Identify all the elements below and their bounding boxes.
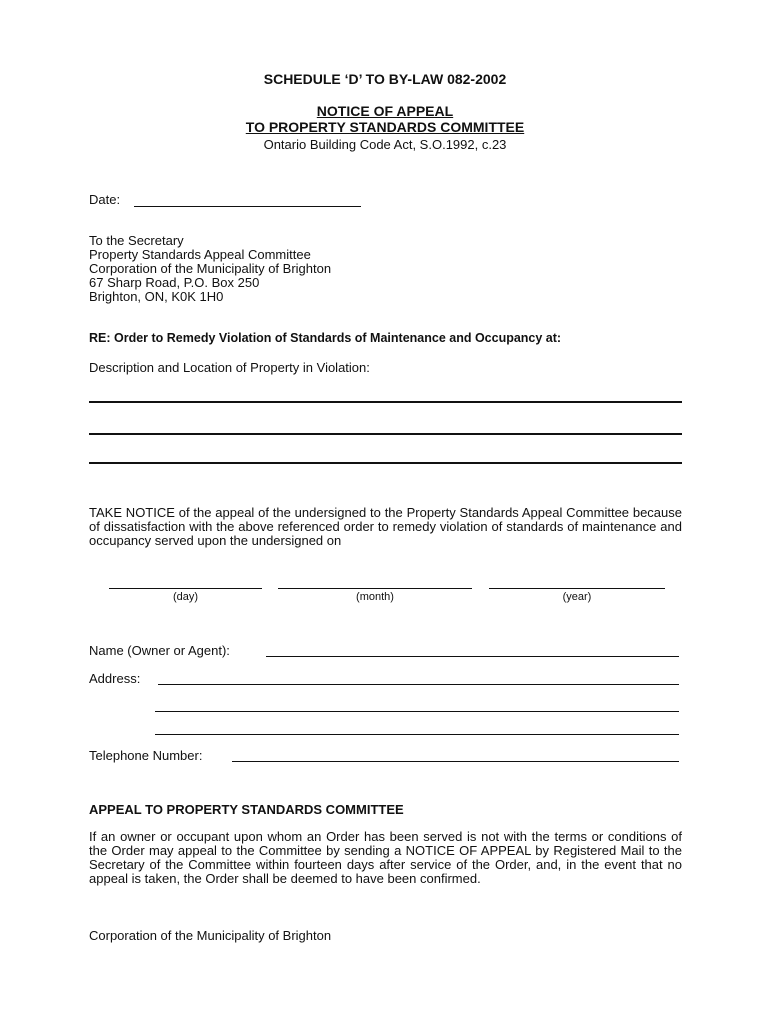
month-caption: (month)	[356, 591, 394, 603]
telephone-label: Telephone Number:	[89, 748, 203, 763]
month-field[interactable]	[278, 588, 472, 589]
address-field-3[interactable]	[155, 734, 679, 735]
act-subtitle: Ontario Building Code Act, S.O.1992, c.23	[263, 137, 507, 152]
day-caption: (day)	[172, 591, 199, 603]
date-label: Date:	[89, 192, 121, 207]
year-caption: (year)	[562, 591, 592, 603]
re-heading: RE: Order to Remedy Violation of Standards of Maintenance and Occupancy at:	[89, 331, 562, 345]
day-field[interactable]	[109, 588, 262, 589]
year-field[interactable]	[489, 588, 665, 589]
address-field-2[interactable]	[155, 711, 679, 712]
name-field[interactable]	[266, 656, 679, 657]
committee-title: TO PROPERTY STANDARDS COMMITTEE	[245, 119, 525, 135]
addressee-line: Corporation of the Municipality of Brighton	[89, 261, 332, 276]
description-label: Description and Location of Property in Violation:	[89, 360, 370, 375]
appeal-paragraph: If an owner or occupant upon whom an Order has been served is not with the terms or conditions of the Order may appeal to the Committee by sending a NOTICE OF APPEAL by Registered Mail to the Secretary of the Committee within fourteen days after service of the Order, and, in the event that no appeal is taken, the Order shall be deemed to have been confirmed.	[89, 829, 682, 886]
addressee-line: To the Secretary	[89, 233, 184, 248]
notice-paragraph: TAKE NOTICE of the appeal of the undersigned to the Property Standards Appeal Committee because of dissatisfaction with the above referenced order to remedy violation of standards of maintenance and occupancy served upon the undersigned on	[89, 505, 682, 548]
description-line-3[interactable]	[89, 462, 682, 464]
schedule-title: SCHEDULE ‘D’ TO BY-LAW 082-2002	[263, 71, 507, 87]
description-line-2[interactable]	[89, 433, 682, 435]
notice-title: NOTICE OF APPEAL	[316, 103, 454, 119]
addressee-line: Brighton, ON, K0K 1H0	[89, 289, 224, 304]
appeal-heading: APPEAL TO PROPERTY STANDARDS COMMITTEE	[89, 802, 404, 817]
addressee-line: 67 Sharp Road, P.O. Box 250	[89, 275, 260, 290]
footer-text: Corporation of the Municipality of Brighton	[89, 928, 332, 943]
description-line-1[interactable]	[89, 401, 682, 403]
addressee-block	[89, 234, 331, 304]
address-field-1[interactable]	[158, 684, 679, 685]
name-label: Name (Owner or Agent):	[89, 643, 230, 658]
addressee-line: Property Standards Appeal Committee	[89, 247, 311, 262]
telephone-field[interactable]	[232, 761, 679, 762]
date-field[interactable]	[134, 206, 361, 207]
address-label: Address:	[89, 671, 141, 686]
